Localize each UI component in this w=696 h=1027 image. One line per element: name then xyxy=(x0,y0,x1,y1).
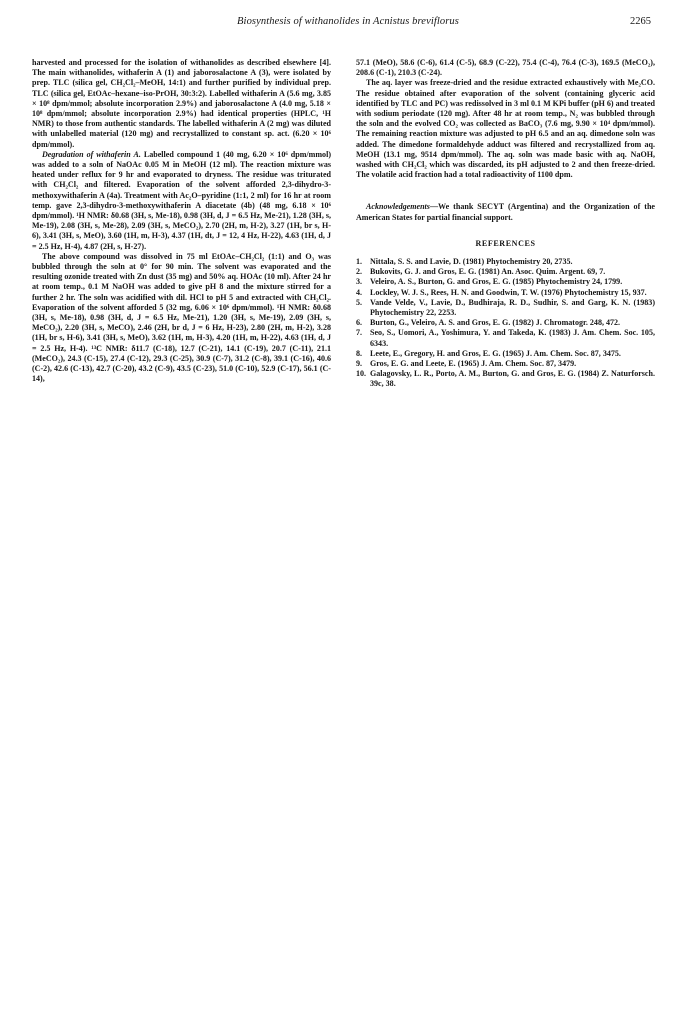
reference-number: 6. xyxy=(356,318,363,328)
reference-number: 7. xyxy=(356,328,363,338)
reference-text: Burton, G., Veleiro, A. S. and Gros, E. G. (1982) J. Chromatogr. 248, 472. xyxy=(370,318,621,328)
reference-text: Gros, E. G. and Leete, E. (1965) J. Am. Chem. Soc. 87, 3479. xyxy=(370,359,577,369)
reference-number: 5. xyxy=(356,297,363,307)
right-column xyxy=(356,58,655,390)
reference-text: Leete, E., Gregory, H. and Gros, E. G. (1965) J. Am. Chem. Soc. 87, 3475. xyxy=(370,348,621,358)
reference-text: Bukovits, G. J. and Gros, E. G. (1981) An. Asoc. Quim. Argent. 69, 7. xyxy=(370,267,606,277)
paragraph-degradation xyxy=(32,150,331,252)
references-list xyxy=(356,257,655,390)
degradation-body: Labelled compound 1 (40 mg, 6.20 × 10⁶ dpm/mmol) was added to a soln of NaOAc 0.05 M in MeOH (12 ml). The reaction mixture was heated under reflux for 9 hr and evaporated to dryness. The residue was triturated with CH₂Cl₂ and filtered. Evaporation of the solvent afforded 2,3-dihydro-3-methoxywithaferin A (4a). Treatment with Ac₂O–pyridine (1:1, 2 ml) for 16 hr at room temp. gave 2,3-dihydro-3-methoxywithaferin A diacetate (4b) (48 mg, 6.18 × 10⁶ dpm/mmol). ¹H NMR: δ0.68 (3H, s, Me-18), 0.98 (3H, d, J = 6.5 Hz, Me-21), 1.28 (3H, s, Me-19), 2.08 (3H, s, Me-28), 2.09 (3H, s, MeCO₂), 2.70 (2H, m, H-2), 3.27 (1H, br s, H-6), 3.41 (3H, s, MeO), 3.60 (1H, m, H-3), 4.37 (1H, dt, J = 12, 4 Hz, H-22), 4.63 (1H, d, J = 2.5 Hz, H-4), 4.87 (2H, s, H-27). xyxy=(32,149,332,251)
left-column xyxy=(32,58,331,385)
reference-text: Lockley, W. J. S., Rees, H. N. and Goodwin, T. W. (1976) Phytochemistry 15, 937. xyxy=(370,287,647,297)
degradation-heading: Degradation of withaferin A. xyxy=(42,149,141,159)
reference-number: 2. xyxy=(356,267,363,277)
reference-number: 4. xyxy=(356,287,363,297)
reference-item xyxy=(356,369,655,389)
reference-item xyxy=(356,267,655,277)
acknowledgements xyxy=(356,202,655,222)
reference-text: Galagovsky, L. R., Porto, A. M., Burton, G. and Gros, E. G. (1984) Z. Naturforsch. 39c, 38. xyxy=(370,369,655,389)
reference-number: 10. xyxy=(356,369,367,379)
reference-item xyxy=(356,349,655,359)
running-title: Biosynthesis of withanolides in Acnistus breviflorus xyxy=(237,16,459,27)
reference-item xyxy=(356,288,655,298)
reference-item xyxy=(356,257,655,267)
reference-text: Veleiro, A. S., Burton, G. and Gros, E. G. (1985) Phytochemistry 24, 1799. xyxy=(370,277,623,287)
reference-number: 3. xyxy=(356,277,363,287)
acknowledgements-heading: Acknowledgements xyxy=(366,202,430,212)
paragraph-ozonolysis: The above compound was dissolved in 75 ml EtOAc–CH₂Cl₂ (1:1) and O₃ was bubbled through the soln at 0° for 90 min. The solvent was evaporated and the resulting ozonide treated with Zn dust (35 mg) and 50% aq. HOAc (10 ml). After 24 hr at room temp., 0.1 M NaOH was added to give pH 8 and the mixture stirred for a further 2 hr. The soln was acidified with dil. HCl to pH 5 and extracted with CH₂Cl₂. Evaporation of the solvent afforded 5 (32 mg, 6.06 × 10⁶ dpm/mmol). ¹H NMR: δ0.68 (3H, s, Me-18), 0.98 (3H, d, J = 6.5 Hz, Me-21), 1.20 (3H, s, Me-19), 2.09 (3H, s, MeCO₂), 2.20 (3H, s, MeCO), 2.46 (2H, br d, J = 6 Hz, H-23), 2.80 (2H, m, H-2), 3.28 (1H, br s, H-6), 3.41 (3H, s, MeO), 3.62 (1H, m, H-3), 4.20 (1H, m, H-22), 4.63 (1H, d, J = 2.5 Hz, H-4). ¹³C NMR: δ11.7 (C-18), 12.7 (C-21), 14.1 (C-19), 20.7 (C-11), 21.1 (MeCO₂), 24.3 (C-15), 27.4 (C-12), 29.3 (C-25), 30.9 (C-7), 31.2 (C-8), 39.1 (C-16), 40.6 (C-2), 42.6 (C-13), 42.7 (C-20), 43.2 (C-9), 43.5 (C-23), 51.0 (C-10), 52.9 (C-17), 56.1 (C-14), xyxy=(32,251,331,384)
page-number: 2265 xyxy=(630,16,651,27)
references-heading: REFERENCES xyxy=(475,238,536,248)
reference-item xyxy=(356,359,655,369)
reference-item xyxy=(356,277,655,287)
reference-text: Vande Velde, V., Lavie, D., Budhiraja, R. D., Sudhir, S. and Garg, K. N. (1983) Phytochemistry 22, 2253. xyxy=(370,297,655,318)
reference-item xyxy=(356,318,655,328)
reference-item xyxy=(356,328,655,348)
reference-number: 9. xyxy=(356,359,363,369)
reference-text: Nittala, S. S. and Lavie, D. (1981) Phytochemistry 20, 2735. xyxy=(370,257,573,267)
paragraph-nmr-continued: 57.1 (MeO), 58.6 (C-6), 61.4 (C-5), 68.9 (C-22), 75.4 (C-4), 76.4 (C-3), 169.5 (MeCO₂), 208.6 (C-1), 210.3 (C-24). xyxy=(356,58,655,78)
acknowledgements-body: —We thank SECYT (Argentina) and the Organization of the American States for partial financial support. xyxy=(356,202,655,222)
reference-item xyxy=(356,298,655,318)
reference-number: 8. xyxy=(356,348,363,358)
reference-number: 1. xyxy=(356,257,363,267)
paragraph-isolation: harvested and processed for the isolation of withanolides as described elsewhere [4]. The main withanolides, withaferin A (1) and jaborosalactone A (3), were isolated by prep. TLC (silica gel, CH₂Cl₂–MeOH, 14:1) and further purified by individual prep. TLC (silica gel, EtOAc–hexane–iso-PrOH, 30:3:2). Labelled withaferin A (5.6 mg, 3.85 × 10⁸ dpm/mmol; absolute incorporation 2.9%) and jaborosalactone A (4.0 mg, 5.18 × 10⁸ dpm/mmol; absolute incorporation 2.9%) had identical properties (HPLC, ¹H NMR) to those from authentic standards. The labelled withaferin A (2 mg) was diluted with unlabelled material (120 mg) and recrystallized to constant sp. act. (6.20 × 10⁶ dpm/mmol). xyxy=(32,58,331,149)
paragraph-aqueous-layer: The aq. layer was freeze-dried and the residue extracted exhaustively with Me₂CO. The residue obtained after evaporation of the solvent (containing glyceric acid identified by TLC and PC) was redissolved in 3 ml 0.1 M KPi buffer (pH 6) and treated with sodium periodate (120 mg). After 48 hr at room temp., N₂ was bubbled through the soln and the evolved CO₂ was collected as BaCO₃ (7.6 mg, 9.90 × 10⁴ dpm/mmol). The remaining reaction mixture was adjusted to pH 6.5 and an aq. dimedone soln was added. The dimedone formaldehyde adduct was filtered and recrystallized from aq. MeOH (13.1 mg, 9514 dpm/mmol). The aq. soln was made basic with aq. NaOH, washed with CH₂Cl₂ which was discarded, its pH adjusted to 2 and then freeze-dried. The volatile acid fraction had a total radioactivity of 1100 dpm. xyxy=(356,78,655,180)
reference-text: Seo, S., Uomori, A., Yoshimura, Y. and Takeda, K. (1983) J. Am. Chem. Soc. 105, 6343. xyxy=(370,328,655,348)
